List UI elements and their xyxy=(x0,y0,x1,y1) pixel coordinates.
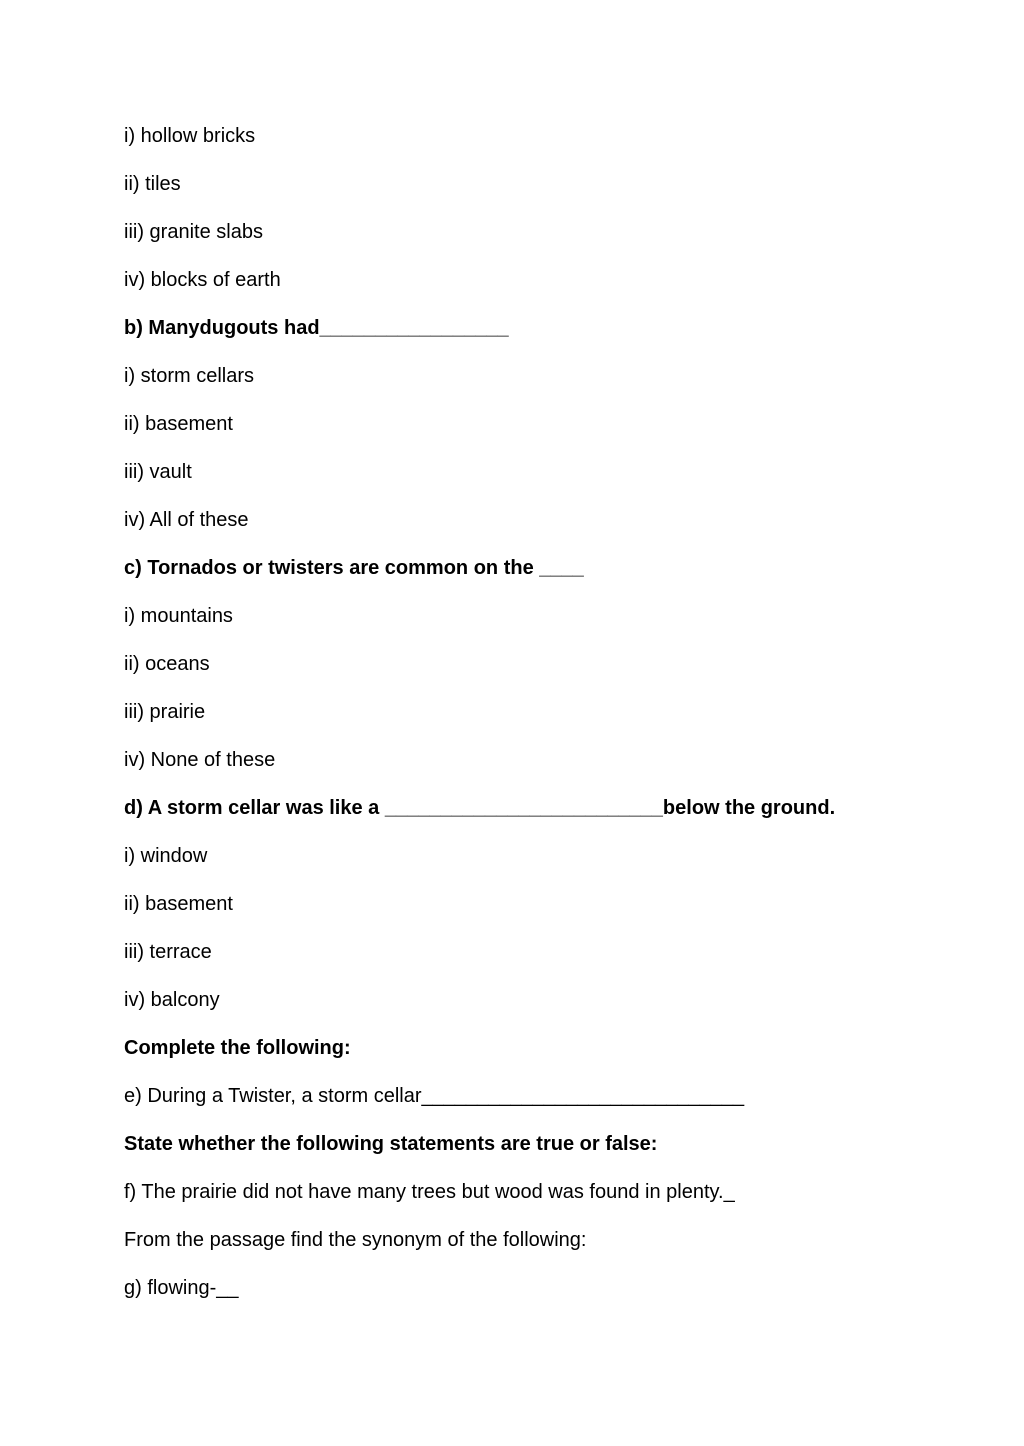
option-window: i) window xyxy=(124,845,208,867)
question-c: c) Tornados or twisters are common on the ____ xyxy=(124,557,584,579)
option-basement-d: ii) basement xyxy=(124,893,233,915)
option-none-of-these: iv) None of these xyxy=(124,749,276,771)
option-granite-slabs: iii) granite slabs xyxy=(124,221,263,243)
option-mountains: i) mountains xyxy=(124,605,233,627)
option-tiles: ii) tiles xyxy=(124,173,181,195)
option-blocks-of-earth: iv) blocks of earth xyxy=(124,269,281,291)
question-b: b) Manydugouts had_________________ xyxy=(124,317,509,339)
option-basement: ii) basement xyxy=(124,413,233,435)
option-balcony: iv) balcony xyxy=(124,989,220,1011)
section-heading-synonym: From the passage find the synonym of the following: xyxy=(124,1229,587,1251)
option-terrace: iii) terrace xyxy=(124,941,212,963)
question-g: g) flowing-__ xyxy=(124,1277,239,1299)
question-f: f) The prairie did not have many trees but wood was found in plenty._ xyxy=(124,1181,735,1203)
option-prairie: iii) prairie xyxy=(124,701,206,723)
worksheet-page xyxy=(124,122,984,1322)
question-e: e) During a Twister, a storm cellar_____________________________ xyxy=(124,1085,745,1107)
option-oceans: ii) oceans xyxy=(124,653,210,675)
option-all-of-these: iv) All of these xyxy=(124,509,249,531)
option-storm-cellars: i) storm cellars xyxy=(124,365,255,387)
question-d: d) A storm cellar was like a _________________________below the ground. xyxy=(124,797,836,819)
option-hollow-bricks: i) hollow bricks xyxy=(124,125,256,147)
section-heading-true-false: State whether the following statements are true or false: xyxy=(124,1133,658,1155)
section-heading-complete: Complete the following: xyxy=(124,1037,351,1059)
option-vault: iii) vault xyxy=(124,461,192,483)
